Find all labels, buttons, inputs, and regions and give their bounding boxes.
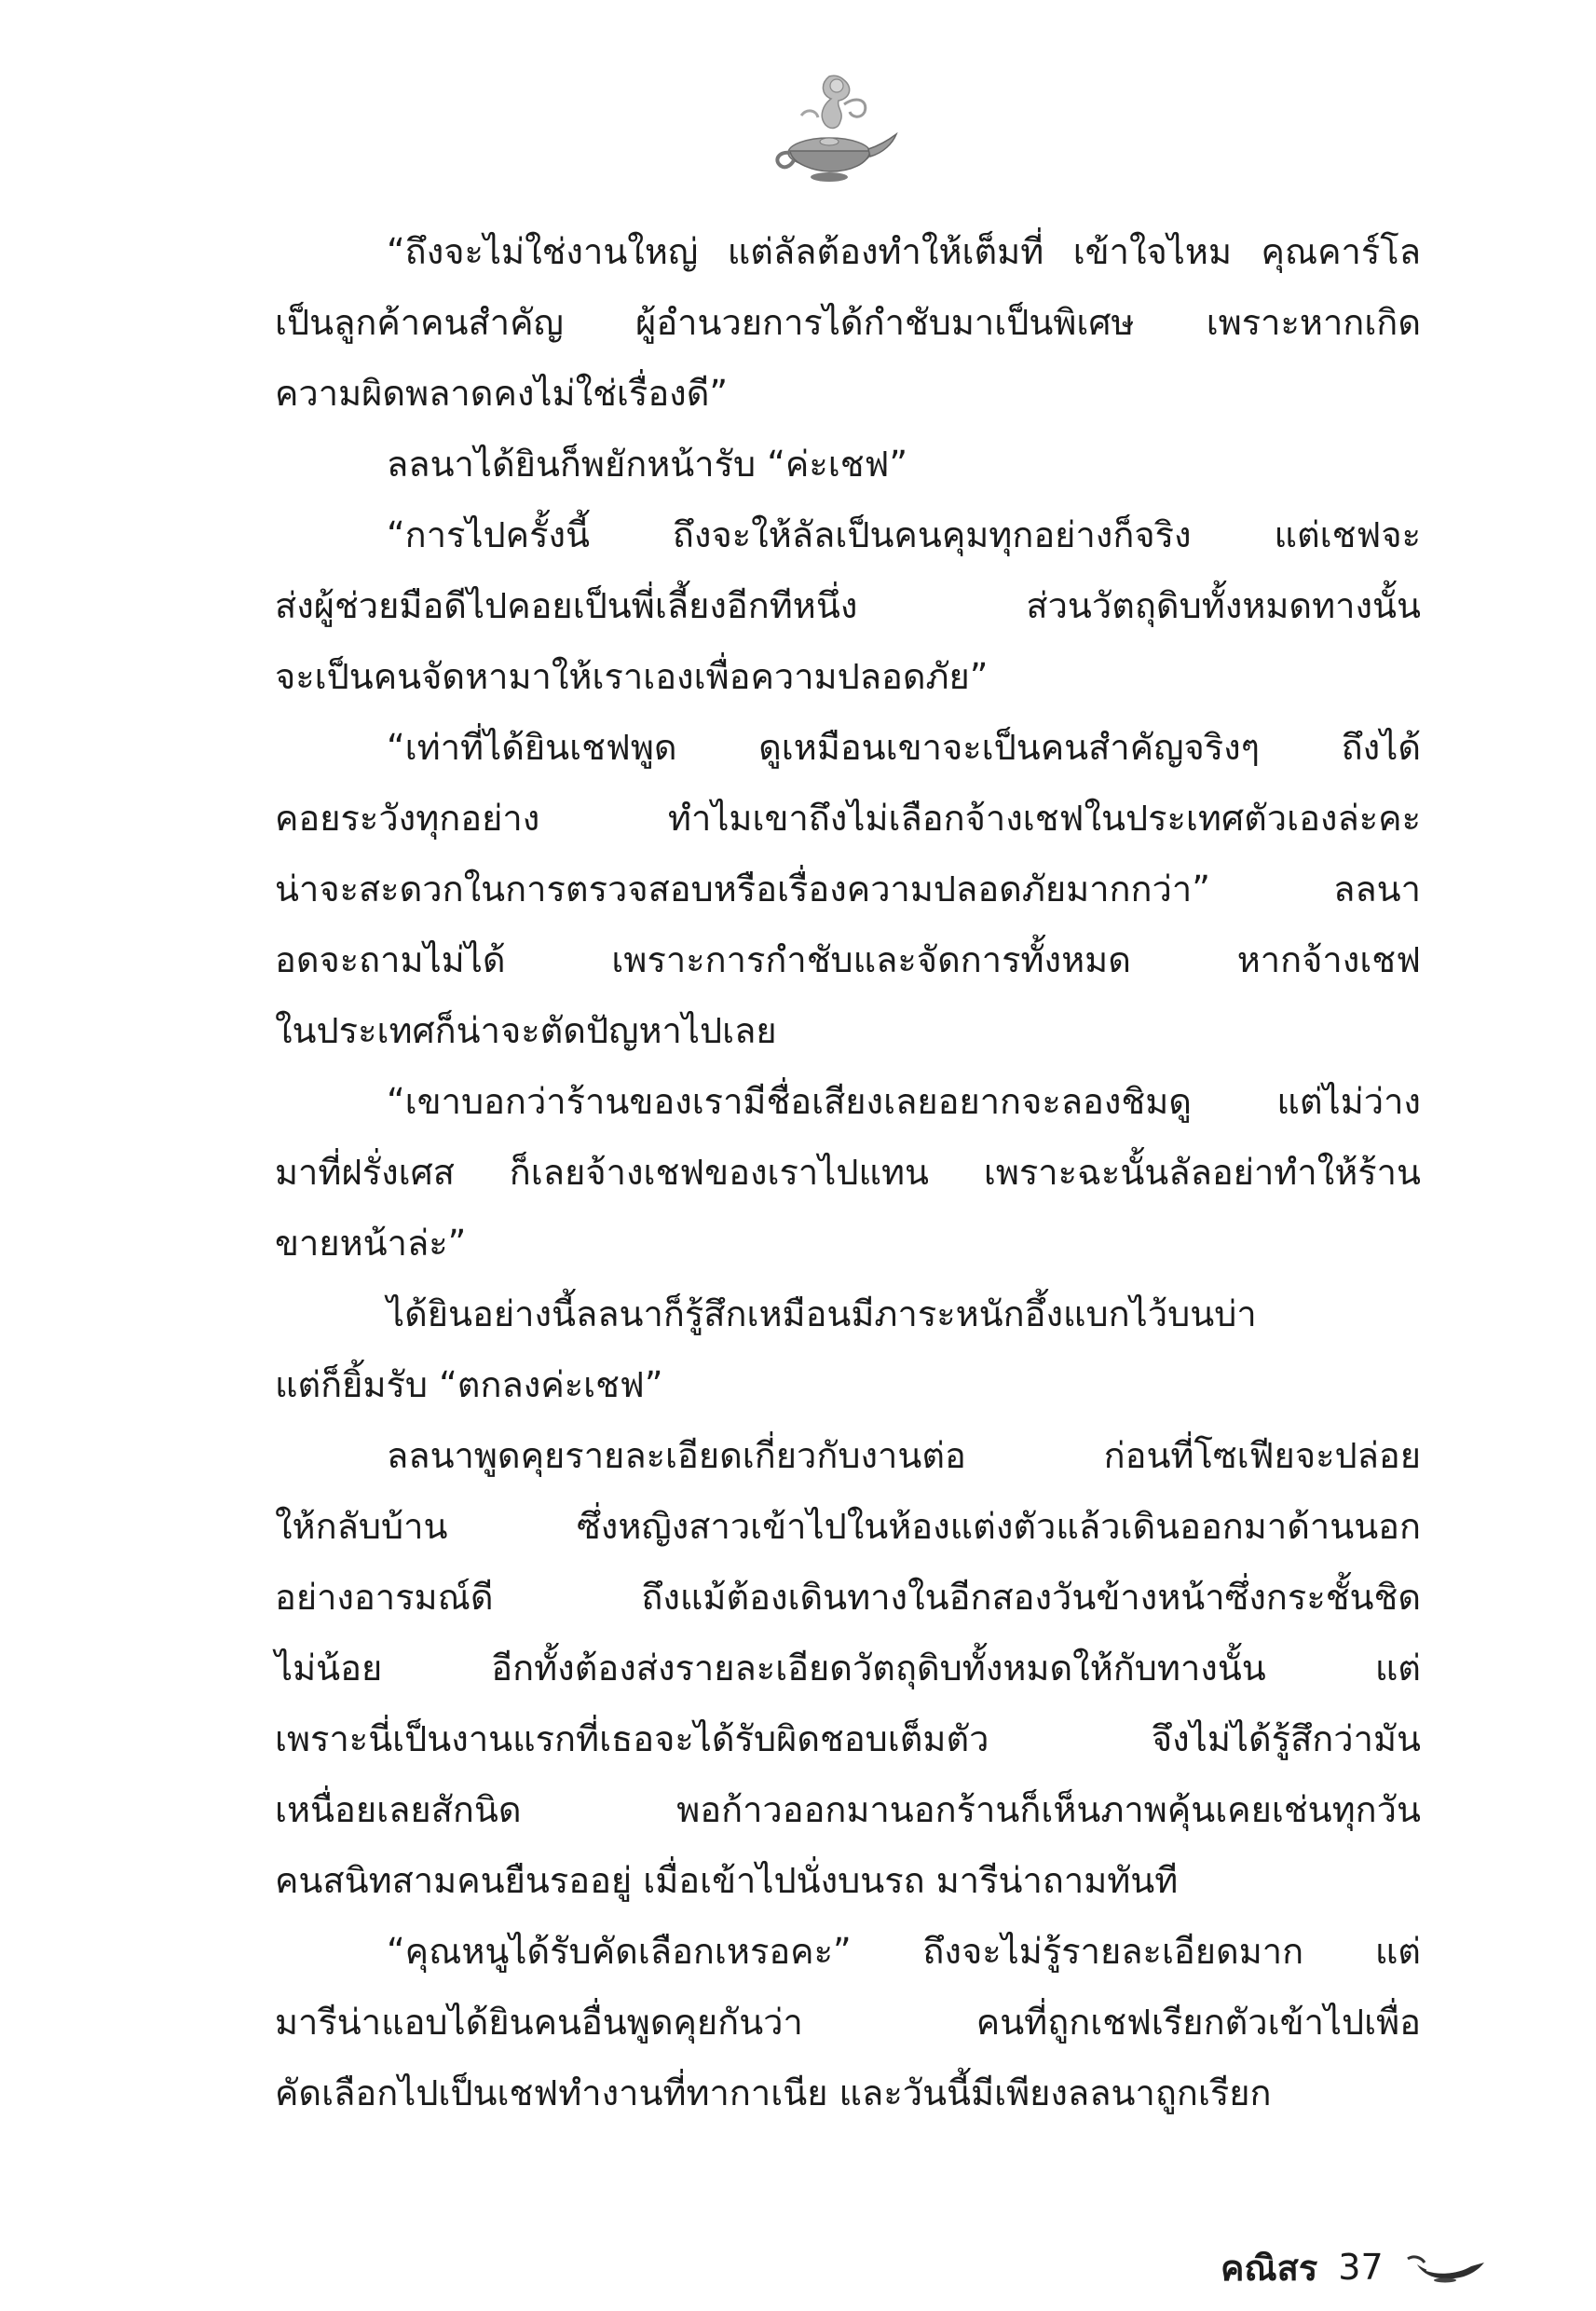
text-line: เหนื่อยเลยสักนิด พอก้าวออกมานอกร้านก็เห็นภาพคุ้นเคยเช่นทุกวัน xyxy=(275,1789,1421,1830)
text-line: มารีน่าแอบได้ยินคนอื่นพูดคุยกันว่า คนที่ถูกเชฟเรียกตัวเข้าไปเพื่อ xyxy=(275,2002,1421,2043)
genie-lamp-icon xyxy=(764,67,904,188)
page-number: 37 xyxy=(1338,2247,1384,2288)
text-line: จะเป็นคนจัดหามาให้เราเองเพื่อความปลอดภัย” xyxy=(275,656,989,697)
running-title: คณิสร xyxy=(1221,2247,1318,2289)
text-line: อย่างอารมณ์ดี ถึงแม้ต้องเดินทางในอีกสองวันข้างหน้าซึ่งกระชั้นชิด xyxy=(275,1577,1421,1618)
text-line: คัดเลือกไปเป็นเชฟทำงานที่ทากาเนีย และวันนี้มีเพียงลลนาถูกเรียก xyxy=(275,2072,1272,2113)
text-line: ลลนาได้ยินก็พยักหน้ารับ “ค่ะเชฟ” xyxy=(387,444,908,485)
text-line: อดจะถามไม่ได้ เพราะการกำชับและจัดการทั้งหมด หากจ้างเชฟ xyxy=(275,939,1421,980)
text-line: มาที่ฝรั่งเศส ก็เลยจ้างเชฟของเราไปแทน เพราะฉะนั้นลัลอย่าทำให้ร้าน xyxy=(275,1152,1421,1193)
text-line: เพราะนี่เป็นงานแรกที่เธอจะได้รับผิดชอบเต็มตัว จึงไม่ได้รู้สึกว่ามัน xyxy=(275,1718,1421,1759)
body-text xyxy=(275,216,1421,2128)
text-line: “คุณหนูได้รับคัดเลือกเหรอคะ” ถึงจะไม่รู้รายละเอียดมาก แต่ xyxy=(387,1931,1421,1972)
text-line: “เท่าที่ได้ยินเชฟพูด ดูเหมือนเขาจะเป็นคนสำคัญจริงๆ ถึงได้ xyxy=(387,727,1421,768)
text-line: “ถึงจะไม่ใช่งานใหญ่ แต่ลัลต้องทำให้เต็มที่ เข้าใจไหม คุณคาร์โล xyxy=(387,231,1421,272)
text-line: เป็นลูกค้าคนสำคัญ ผู้อำนวยการได้กำชับมาเป็นพิเศษ เพราะหากเกิด xyxy=(275,302,1421,343)
text-line: ส่งผู้ช่วยมือดีไปคอยเป็นพี่เลี้ยงอีกทีหนึ่ง ส่วนวัตถุดิบทั้งหมดทางนั้น xyxy=(275,585,1421,626)
text-line: ขายหน้าล่ะ” xyxy=(275,1223,467,1264)
text-line: ลลนาพูดคุยรายละเอียดเกี่ยวกับงานต่อ ก่อนที่โซเฟียจะปล่อย xyxy=(387,1435,1421,1476)
text-line: ให้กลับบ้าน ซึ่งหญิงสาวเข้าไปในห้องแต่งตัวแล้วเดินออกมาด้านนอก xyxy=(275,1506,1421,1547)
text-line: แต่ก็ยิ้มรับ “ตกลงค่ะเชฟ” xyxy=(275,1364,663,1405)
text-line: ไม่น้อย อีกทั้งต้องส่งรายละเอียดวัตถุดิบทั้งหมดให้กับทางนั้น แต่ xyxy=(275,1648,1421,1689)
text-line: ความผิดพลาดคงไม่ใช่เรื่องดี” xyxy=(275,373,729,414)
text-line: คอยระวังทุกอย่าง ทำไมเขาถึงไม่เลือกจ้างเชฟในประเทศตัวเองล่ะคะ xyxy=(275,798,1421,839)
text-line: ได้ยินอย่างนี้ลลนาก็รู้สึกเหมือนมีภาระหนักอึ้งแบกไว้บนบ่า xyxy=(387,1293,1257,1334)
text-line: “การไปครั้งนี้ ถึงจะให้ลัลเป็นคนคุมทุกอย่างก็จริง แต่เชฟจะ xyxy=(387,514,1421,555)
text-line: “เขาบอกว่าร้านของเรามีชื่อเสียงเลยอยากจะลองชิมดู แต่ไม่ว่าง xyxy=(387,1081,1421,1122)
text-line: คนสนิทสามคนยืนรออยู่ เมื่อเข้าไปนั่งบนรถ มารีน่าถามทันที xyxy=(275,1860,1179,1901)
text-line: น่าจะสะดวกในการตรวจสอบหรือเรื่องความปลอดภัยมากกว่า” ลลนา xyxy=(275,868,1421,909)
page-footer xyxy=(1221,2244,1488,2290)
text-line: ในประเทศก็น่าจะตัดปัญหาไปเลย xyxy=(275,1010,777,1051)
genie-lamp-small-icon xyxy=(1404,2251,1488,2283)
